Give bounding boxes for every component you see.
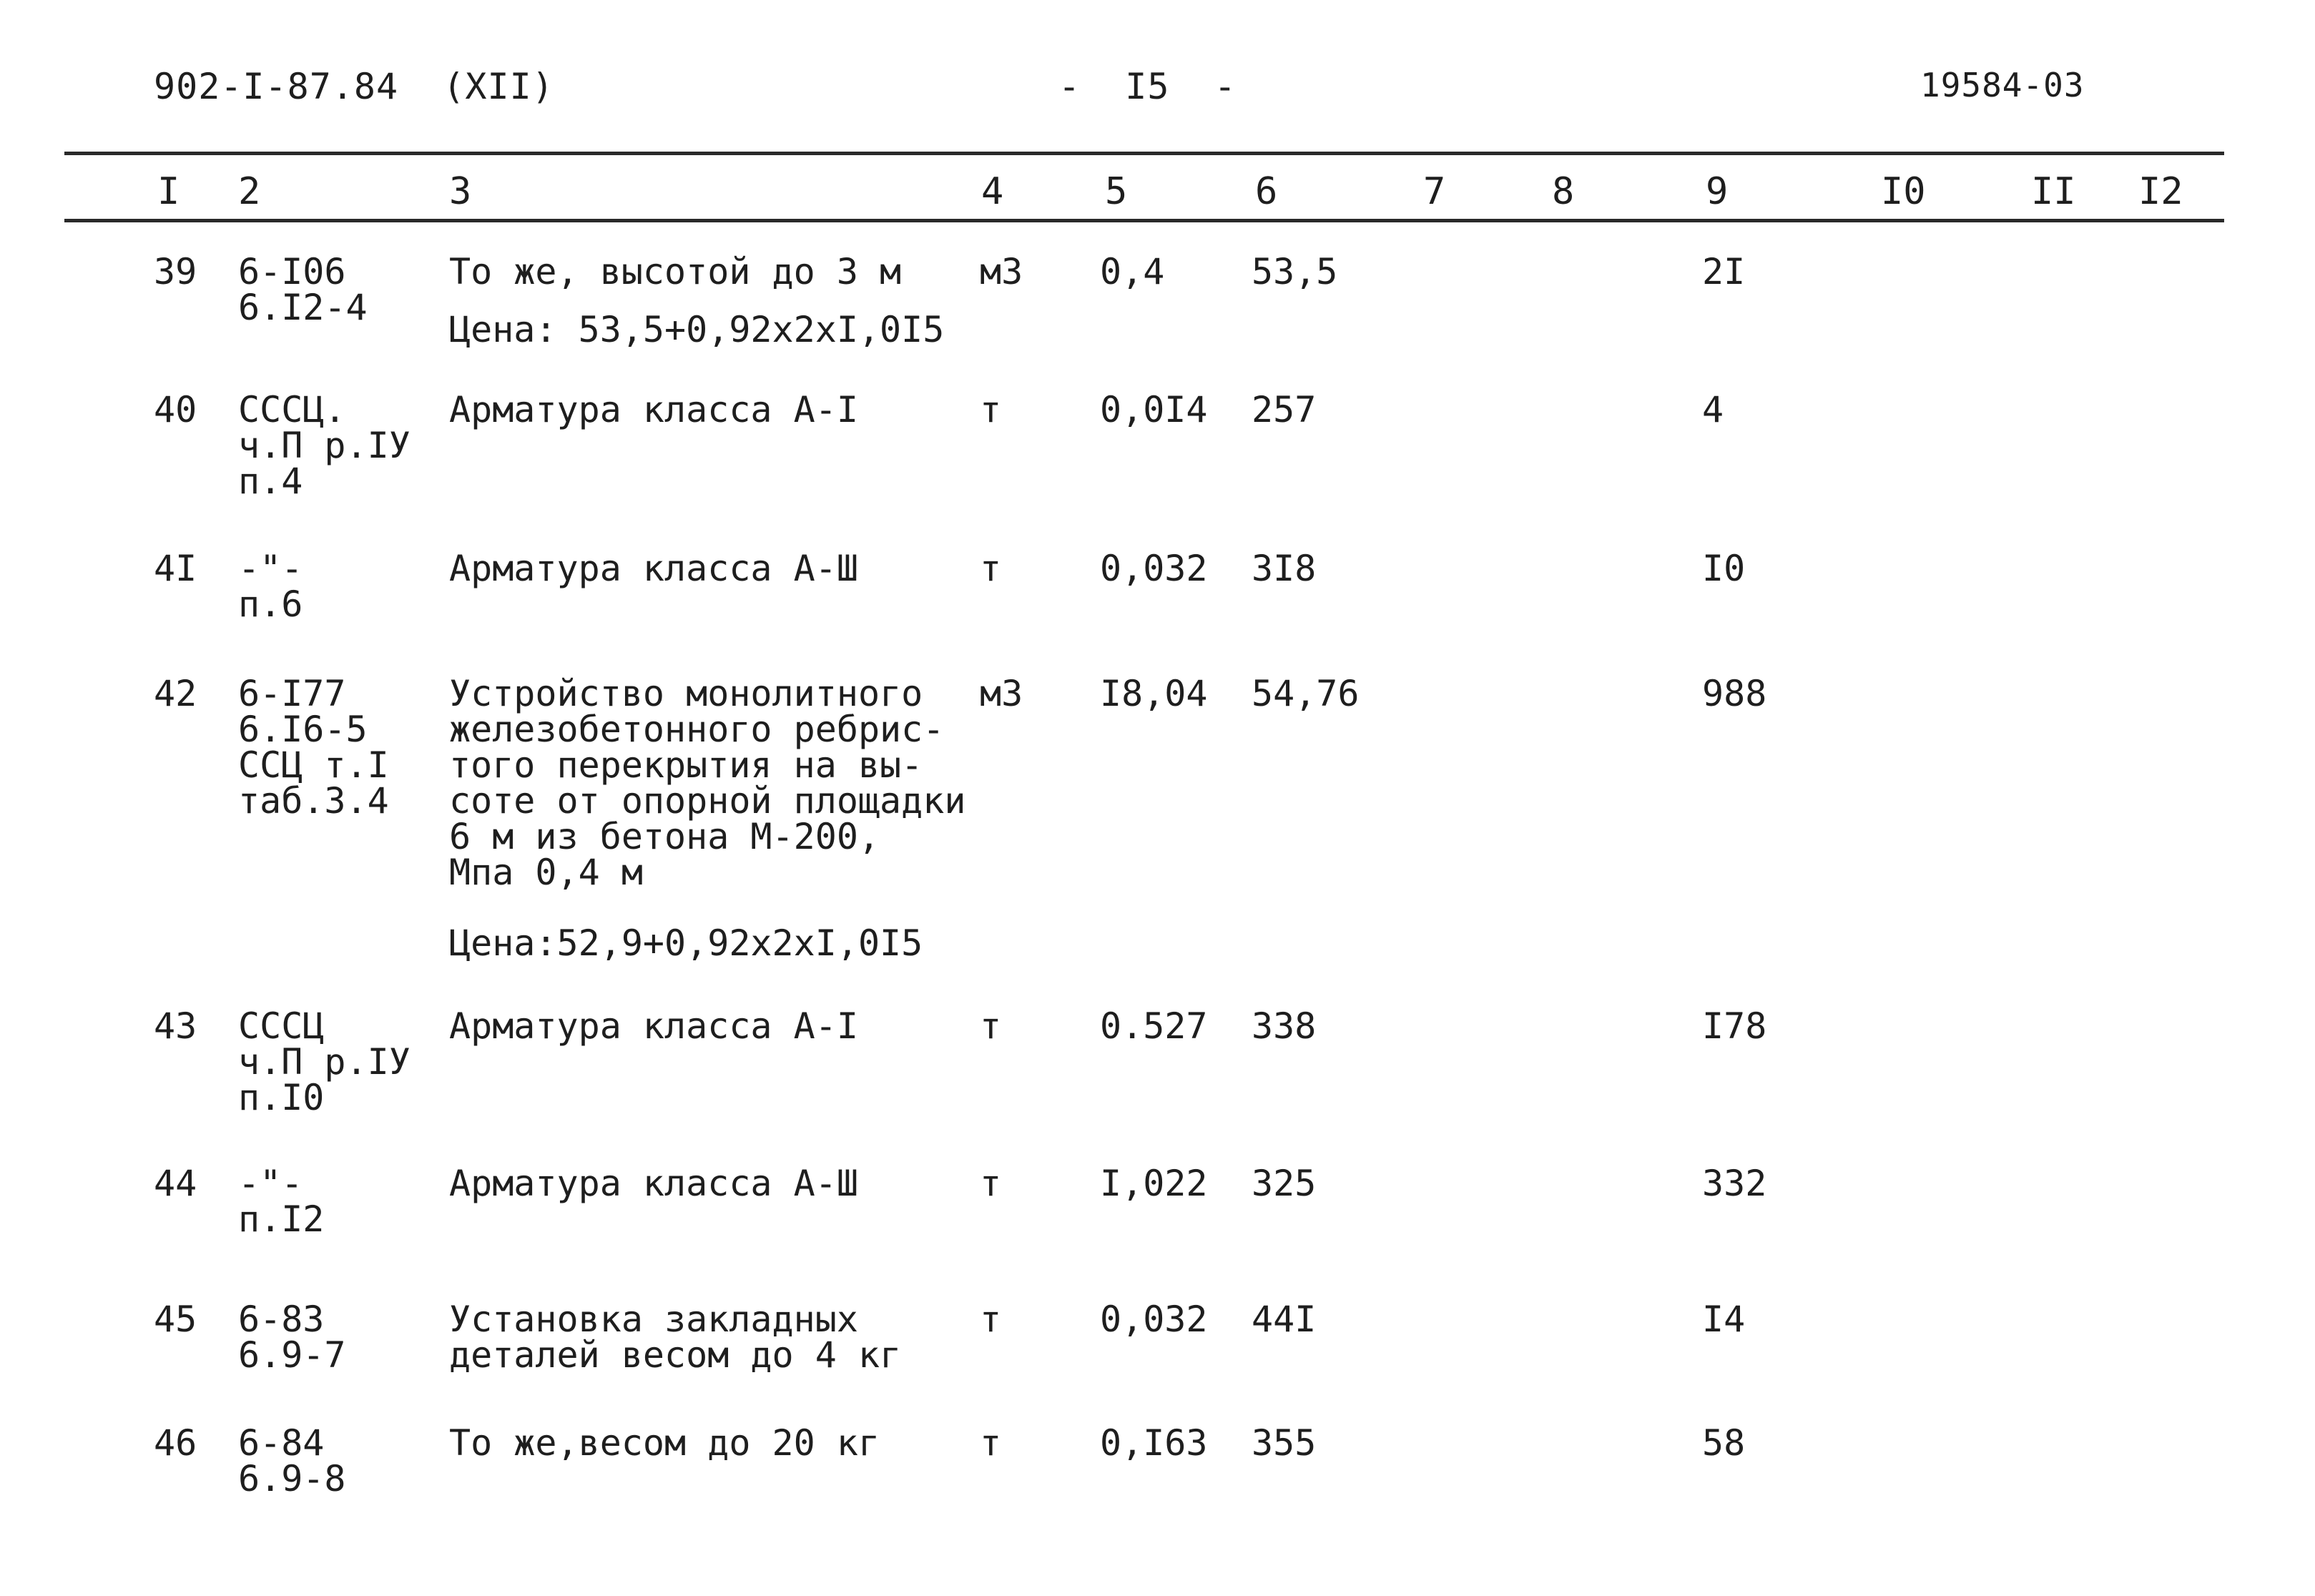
row-quantity: I8,04 [1100, 673, 1208, 714]
description-line: Арматура класса А-I [449, 389, 858, 430]
row-unit: м3 [980, 673, 1023, 714]
reference-line: 6.9-7 [238, 1334, 346, 1376]
description-line: Мпа 0,4 м [449, 852, 643, 893]
row-total: 988 [1702, 673, 1767, 714]
table-top-rule [64, 152, 2224, 155]
description-line: того перекрытия на вы- [449, 744, 923, 786]
row-unit: т [980, 548, 1002, 589]
reference-line: 6.I2-4 [238, 287, 368, 328]
description-line: железобетонного ребрис- [449, 709, 945, 750]
reference-line: п.4 [238, 460, 303, 502]
column-header-9: 9 [1706, 170, 1729, 213]
description-line: Арматура класса А-I [449, 1005, 858, 1047]
row-reference [238, 251, 368, 328]
reference-line: 6-I77 [238, 673, 346, 714]
row-quantity: 0,0I4 [1100, 389, 1208, 430]
row-reference [238, 389, 411, 502]
reference-line: 6-83 [238, 1299, 325, 1340]
column-header-10: I0 [1881, 170, 1926, 213]
reference-line: п.6 [238, 583, 303, 625]
row-quantity: 0,4 [1100, 251, 1165, 292]
reference-line: 6.I6-5 [238, 709, 368, 750]
row-unit-cost: 257 [1252, 389, 1317, 430]
row-quantity: 0,032 [1100, 548, 1208, 589]
row-total: I78 [1702, 1005, 1767, 1047]
row-description [449, 389, 858, 430]
description-line: Арматура класса А-Ш [449, 548, 858, 589]
description-line: Устройство монолитного [449, 673, 923, 714]
row-total: I0 [1702, 548, 1746, 589]
row-unit-cost: 54,76 [1252, 673, 1360, 714]
table-header-rule [64, 219, 2224, 222]
row-number: 44 [154, 1163, 197, 1204]
row-unit: т [980, 1299, 1002, 1340]
row-number: 42 [154, 673, 197, 714]
row-description [449, 1299, 902, 1376]
description-line: 6 м из бетона М-200, [449, 816, 880, 857]
row-total: 2I [1702, 251, 1746, 292]
row-description [449, 1163, 858, 1204]
row-unit-cost: 53,5 [1252, 251, 1338, 292]
page-number: - I5 - [1058, 66, 1237, 107]
row-reference [238, 1299, 346, 1376]
row-price-formula: Цена: 53,5+0,92х2хI,0I5 [449, 309, 945, 350]
row-total: I4 [1702, 1299, 1746, 1340]
reference-line: ч.П р.IУ [238, 425, 411, 466]
description-line: Арматура класса А-Ш [449, 1163, 858, 1204]
column-header-4: 4 [981, 170, 1004, 213]
row-quantity: 0,032 [1100, 1299, 1208, 1340]
row-number: 40 [154, 389, 197, 430]
description-line: То же, высотой до 3 м [449, 251, 902, 292]
row-number: 39 [154, 251, 197, 292]
row-unit-cost: 325 [1252, 1163, 1317, 1204]
row-number: 4I [154, 548, 197, 589]
description-line: То же,весом до 20 кг [449, 1422, 880, 1464]
row-number: 43 [154, 1005, 197, 1047]
column-header-5: 5 [1105, 170, 1128, 213]
column-header-3: 3 [449, 170, 472, 213]
reference-line: ч.П р.IУ [238, 1041, 411, 1083]
row-unit-cost: 355 [1252, 1422, 1317, 1464]
row-number: 45 [154, 1299, 197, 1340]
reference-line: -"- [238, 548, 303, 589]
row-unit-cost: 3I8 [1252, 548, 1317, 589]
row-description [449, 1422, 880, 1464]
column-header-11: II [2031, 170, 2076, 213]
row-reference [238, 673, 389, 822]
column-header-7: 7 [1423, 170, 1446, 213]
column-header-12: I2 [2138, 170, 2183, 213]
row-reference [238, 1422, 346, 1499]
row-unit: м3 [980, 251, 1023, 292]
reference-line: 6-I06 [238, 251, 346, 292]
column-header-1: I [157, 170, 180, 213]
row-total: 4 [1702, 389, 1724, 430]
reference-line: таб.3.4 [238, 780, 389, 822]
description-line: соте от опорной площадки [449, 780, 966, 822]
row-reference [238, 1005, 411, 1118]
row-unit: т [980, 1005, 1002, 1047]
row-unit: т [980, 1422, 1002, 1464]
row-total: 332 [1702, 1163, 1767, 1204]
row-reference [238, 548, 303, 625]
description-line: Установка закладных [449, 1299, 858, 1340]
reference-line: ССЦ т.I [238, 744, 389, 786]
row-total: 58 [1702, 1422, 1746, 1464]
document-code: 902-I-87.84 (XII) [154, 66, 554, 107]
row-unit-cost: 44I [1252, 1299, 1317, 1340]
reference-line: -"- [238, 1163, 303, 1204]
row-unit: т [980, 389, 1002, 430]
column-header-6: 6 [1255, 170, 1278, 213]
row-quantity: 0.527 [1100, 1005, 1208, 1047]
row-description [449, 1005, 858, 1047]
reference-line: СССЦ [238, 1005, 325, 1047]
row-quantity: I,022 [1100, 1163, 1208, 1204]
column-header-8: 8 [1552, 170, 1575, 213]
row-reference [238, 1163, 325, 1240]
row-unit-cost: 338 [1252, 1005, 1317, 1047]
description-line: деталей весом до 4 кг [449, 1334, 902, 1376]
reference-line: СССЦ. [238, 389, 346, 430]
row-quantity: 0,I63 [1100, 1422, 1208, 1464]
row-price-formula: Цена:52,9+0,92х2хI,0I5 [449, 922, 923, 964]
row-number: 46 [154, 1422, 197, 1464]
row-unit: т [980, 1163, 1002, 1204]
column-header-2: 2 [238, 170, 261, 213]
row-description [449, 251, 902, 292]
reference-line: 6-84 [238, 1422, 325, 1464]
document-number: 19584-03 [1920, 66, 2085, 104]
reference-line: п.I2 [238, 1198, 325, 1240]
row-description [449, 673, 966, 893]
row-description [449, 548, 858, 589]
reference-line: п.I0 [238, 1077, 325, 1118]
reference-line: 6.9-8 [238, 1458, 346, 1499]
